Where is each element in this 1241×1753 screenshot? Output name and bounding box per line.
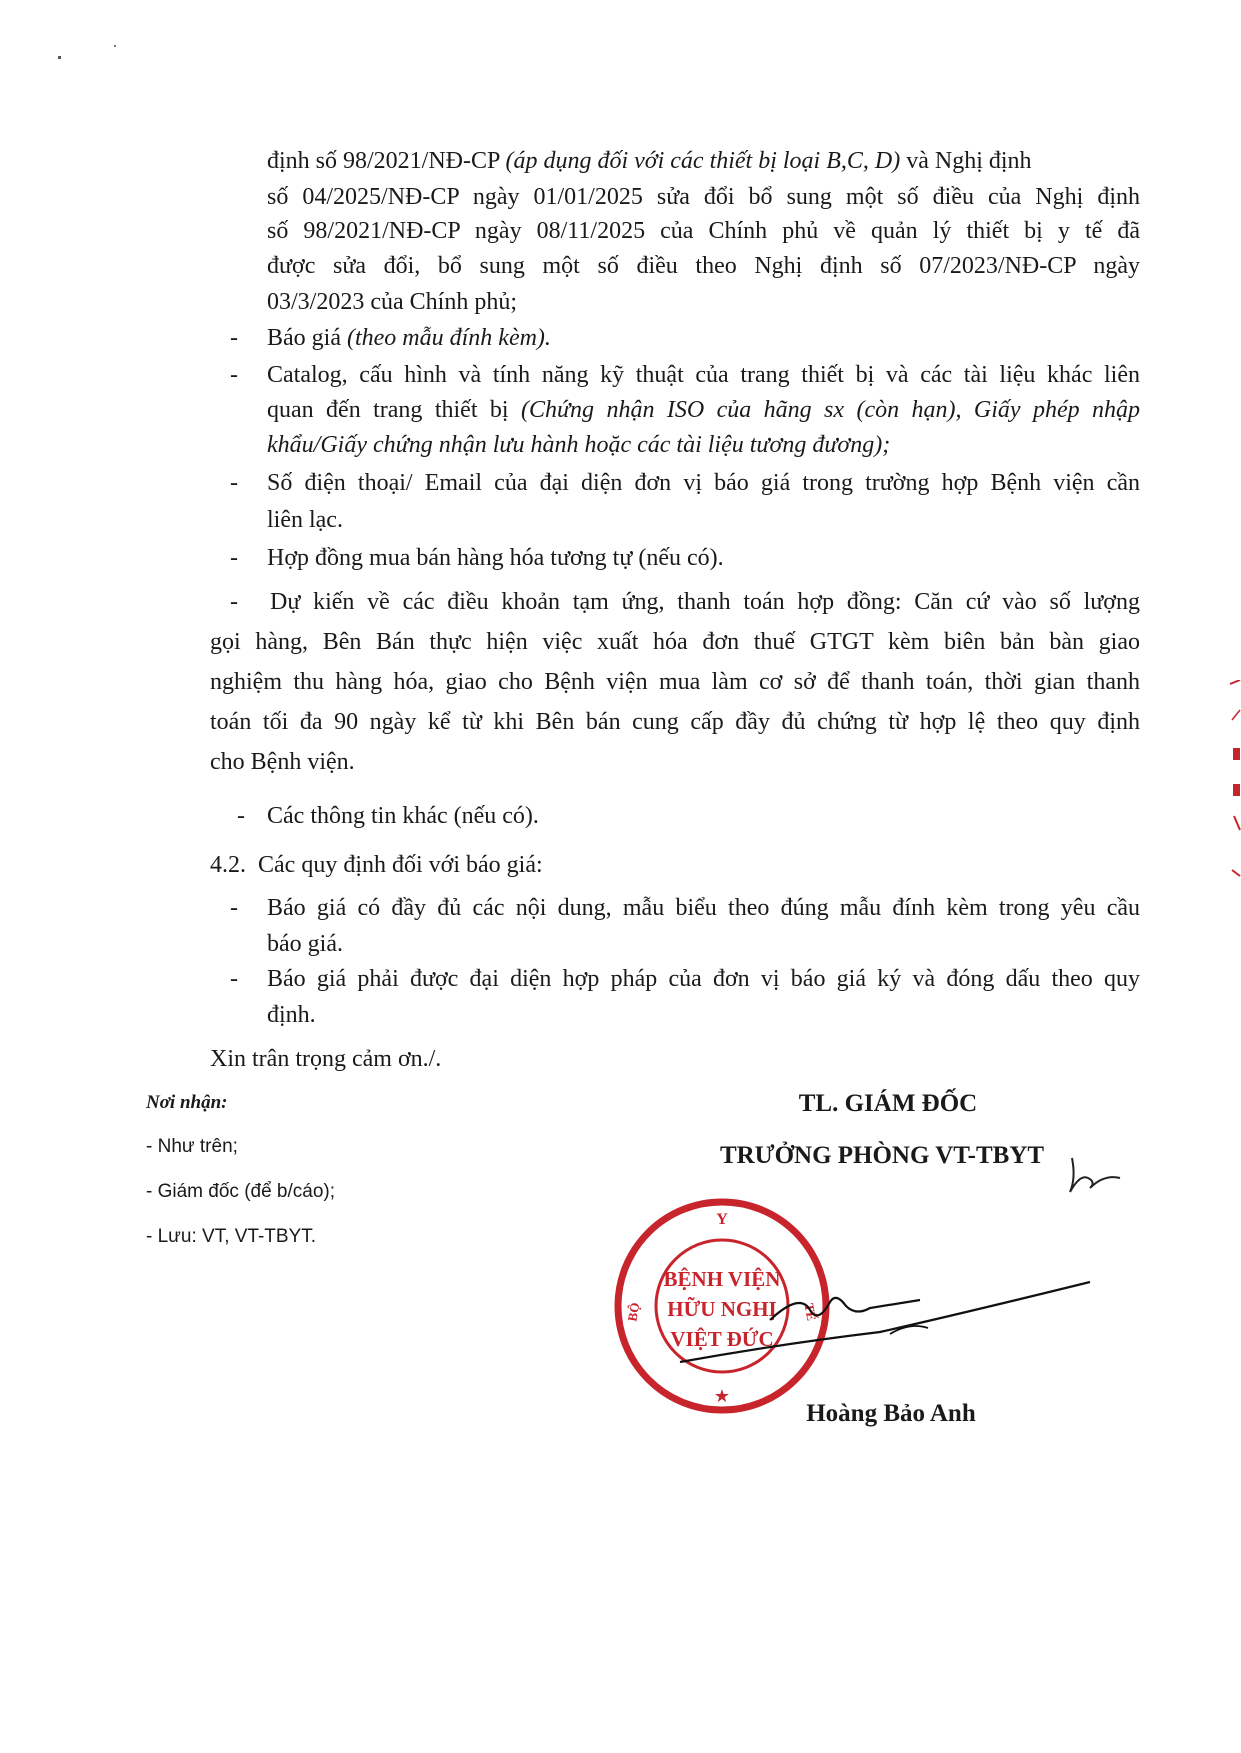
bullet-dash: - bbox=[230, 966, 238, 992]
stamp-ring-left: BỘ bbox=[624, 1301, 643, 1323]
text-run: Báo giá bbox=[267, 325, 347, 351]
bullet-dash: - bbox=[230, 545, 238, 571]
bullet-dash: - bbox=[237, 803, 245, 829]
signature-title-2: TRƯỞNG PHÒNG VT-TBYT bbox=[719, 1142, 1045, 1169]
italic-text: (áp dụng đối với các thiết bị loại B,C, D) bbox=[505, 148, 901, 174]
rule2-line-1: Báo giá phải được đại diện hợp pháp của đơn vị báo giá ký và đóng dấu theo quy bbox=[267, 966, 1140, 992]
bullet-payment-line-1: Dự kiến về các điều khoản tạm ứng, thanh toán hợp đồng: Căn cứ vào số lượng bbox=[270, 589, 1140, 615]
bullet-phone-line-2: liên lạc. bbox=[267, 507, 343, 533]
stamp-ring-right: TẾ bbox=[801, 1302, 820, 1322]
para1-line-1 bbox=[267, 146, 1032, 176]
bullet-catalog-line-3 bbox=[267, 430, 890, 460]
text-run: Catalog, cấu hình và tính năng kỹ thuật của trang thiết bị và các tài liệu khác liên bbox=[267, 362, 1140, 388]
bullet-catalog-line-2 bbox=[267, 395, 1140, 425]
para1-line-3 bbox=[267, 216, 1140, 246]
text-run: được sửa đổi, bổ sung một số điều theo Nghị định số 07/2023/NĐ-CP ngày bbox=[267, 253, 1140, 279]
text-run: quan đến trang thiết bị bbox=[267, 397, 521, 423]
bullet-dash: - bbox=[230, 895, 238, 921]
italic-text: (theo mẫu đính kèm). bbox=[346, 325, 551, 351]
signature-title-1: TL. GIÁM ĐỐC bbox=[798, 1090, 978, 1117]
stamp-ring-top: Y bbox=[716, 1211, 728, 1228]
para1-line-4 bbox=[267, 251, 1140, 281]
initials-mark bbox=[1066, 1148, 1126, 1198]
bullet-phone-line-1: Số điện thoại/ Email của đại diện đơn vị báo giá trong trường hợp Bệnh viện cần bbox=[267, 470, 1140, 496]
bullet-bao-gia bbox=[267, 323, 551, 353]
bullet-payment-line-3: nghiệm thu hàng hóa, giao cho Bệnh viện mua làm cơ sở để thanh toán, thời gian thanh bbox=[210, 669, 1140, 695]
recipient-item: - Giám đốc (để b/cáo); bbox=[146, 1181, 336, 1202]
bullet-payment-line-2: gọi hàng, Bên Bán thực hiện việc xuất hóa đơn thuế GTGT kèm biên bản bàn giao bbox=[210, 629, 1140, 655]
para1-line-5 bbox=[267, 287, 517, 317]
recipient-item: - Lưu: VT, VT-TBYT. bbox=[146, 1226, 317, 1247]
bullet-payment-line-4: toán tối đa 90 ngày kể từ khi Bên bán cung cấp đầy đủ chứng từ hợp lệ theo quy định bbox=[210, 709, 1140, 735]
text-run: và Nghị định bbox=[900, 148, 1032, 174]
bullet-dash: - bbox=[230, 589, 238, 615]
rule1-line-1: Báo giá có đầy đủ các nội dung, mẫu biểu theo đúng mẫu đính kèm trong yêu cầu bbox=[267, 895, 1140, 921]
handwritten-signature bbox=[660, 1262, 1100, 1382]
bullet-payment-line-5: cho Bệnh viện. bbox=[210, 749, 355, 775]
stamp-line-3: VIỆT ĐỨC bbox=[670, 1327, 774, 1351]
text-run: số 04/2025/NĐ-CP ngày 01/01/2025 sửa đổi bổ sung một số điều của Nghị định bbox=[267, 184, 1140, 210]
italic-text: (Chứng nhận ISO của hãng sx (còn hạn), Giấy phép nhập bbox=[520, 397, 1140, 423]
stamp-line-1: BỆNH VIỆN bbox=[663, 1267, 781, 1291]
italic-text: khẩu/Giấy chứng nhận lưu hành hoặc các tài liệu tương đương); bbox=[267, 432, 891, 458]
bullet-dash: - bbox=[230, 470, 238, 496]
section-4-2-heading: 4.2. Các quy định đối với báo giá: bbox=[210, 852, 543, 878]
recipient-item: - Như trên; bbox=[146, 1136, 238, 1157]
bullet-dash: - bbox=[230, 362, 238, 388]
closing-thanks: Xin trân trọng cảm ơn./. bbox=[210, 1046, 442, 1072]
recipients-title: Nơi nhận: bbox=[146, 1092, 228, 1113]
rule2-line-2: định. bbox=[267, 1002, 316, 1028]
bullet-other: Các thông tin khác (nếu có). bbox=[267, 803, 539, 829]
edge-stamp-fragment bbox=[1228, 680, 1241, 880]
stamp-star-icon: ★ bbox=[713, 1386, 731, 1406]
signer-name: Hoàng Bảo Anh bbox=[806, 1400, 976, 1427]
text-run: số 98/2021/NĐ-CP ngày 08/11/2025 của Chính phủ về quản lý thiết bị y tế đã bbox=[267, 218, 1140, 244]
scan-speck bbox=[58, 56, 61, 59]
para1-line-2 bbox=[267, 182, 1140, 212]
bullet-dash: - bbox=[230, 325, 238, 351]
rule1-line-2: báo giá. bbox=[267, 931, 343, 957]
bullet-contract: Hợp đồng mua bán hàng hóa tương tự (nếu có). bbox=[267, 545, 724, 571]
text-run: định số 98/2021/NĐ-CP bbox=[267, 148, 506, 174]
text-run: 03/3/2023 của Chính phủ; bbox=[267, 289, 517, 315]
bullet-catalog-line-1 bbox=[267, 360, 1140, 390]
stamp-line-2: HỮU NGHỊ bbox=[667, 1297, 777, 1321]
scan-speck bbox=[114, 45, 116, 47]
